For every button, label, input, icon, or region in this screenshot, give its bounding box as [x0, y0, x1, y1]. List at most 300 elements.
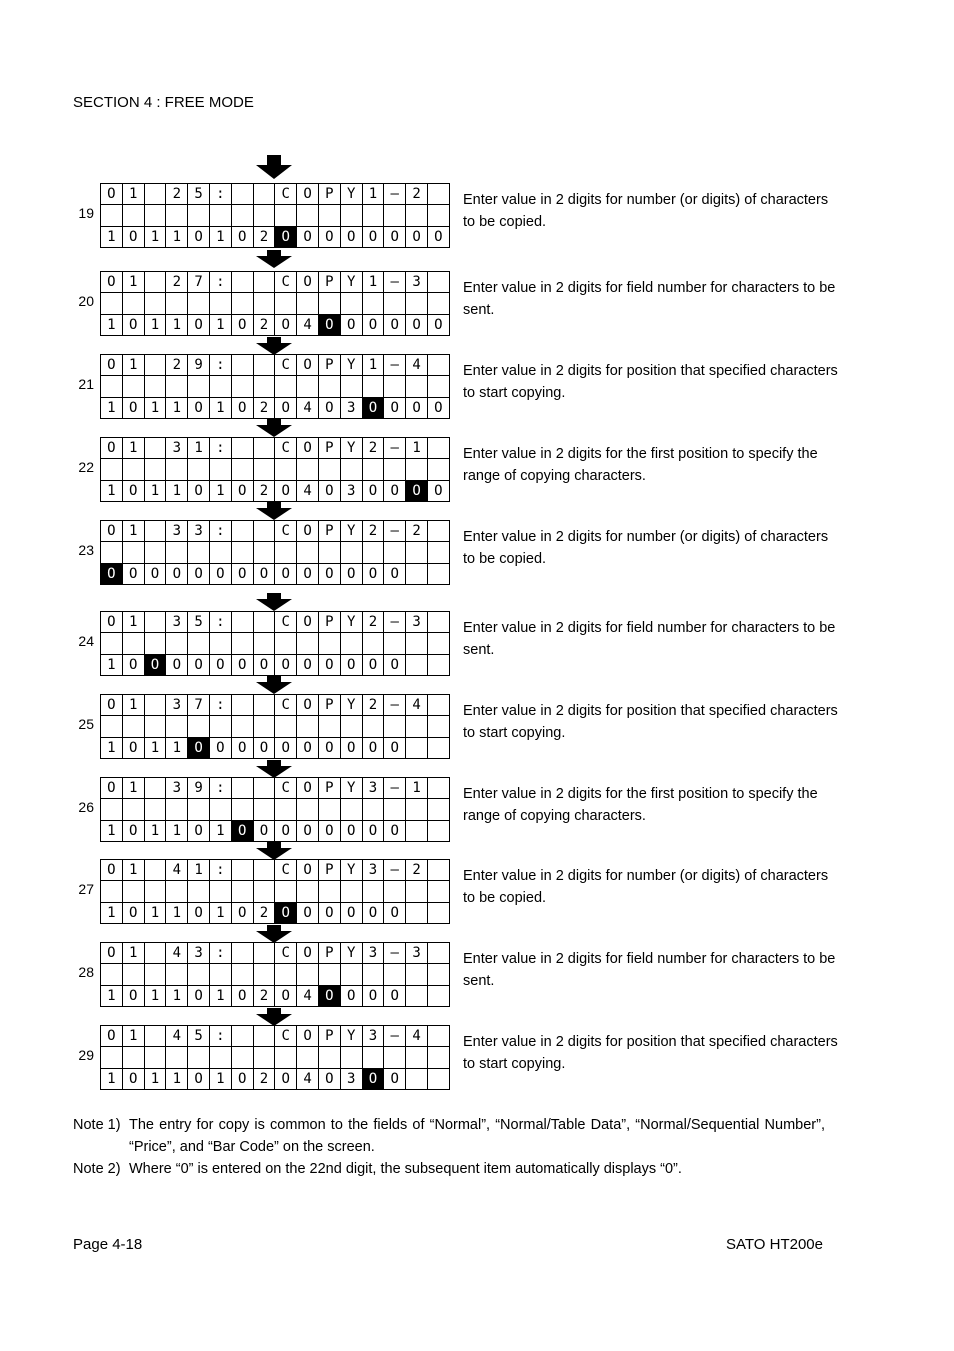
grid-cell: O [318, 820, 340, 841]
grid-cell: C [275, 184, 297, 205]
grid-cell: O [406, 480, 428, 501]
grid-cell: 1 [188, 438, 210, 459]
grid-cell [362, 205, 384, 226]
grid-cell: 4 [297, 314, 319, 335]
grid-cell [231, 205, 253, 226]
grid-cell [384, 964, 406, 985]
grid-cell [144, 860, 166, 881]
grid-cell [144, 293, 166, 314]
grid-cell: 1 [166, 902, 188, 923]
grid-cell [101, 799, 123, 820]
step-number: 25 [78, 716, 94, 732]
grid-cell: P [318, 612, 340, 633]
grid-cell [101, 1047, 123, 1068]
grid-row-header [101, 184, 450, 205]
grid-cell [231, 612, 253, 633]
grid-cell [427, 778, 449, 799]
grid-cell: 3 [166, 521, 188, 542]
step-number: 19 [78, 205, 94, 221]
grid-cell: O [188, 314, 210, 335]
step-description: Enter value in 2 digits for field number for characters to be sent. [463, 620, 836, 658]
grid-cell: O [231, 563, 253, 584]
grid-cell [144, 272, 166, 293]
grid-cell [188, 799, 210, 820]
grid-cell: 1 [101, 902, 123, 923]
grid-cell [340, 376, 362, 397]
grid-cell [101, 716, 123, 737]
grid-cell [406, 542, 428, 563]
grid-cell [231, 184, 253, 205]
grid-cell [166, 799, 188, 820]
grid-cell: — [384, 778, 406, 799]
grid-cell [144, 521, 166, 542]
grid-cell: O [384, 480, 406, 501]
grid-cell [122, 376, 144, 397]
grid-cell [406, 376, 428, 397]
grid-cell: O [122, 314, 144, 335]
grid-cell [275, 881, 297, 902]
down-arrow-icon [254, 842, 294, 860]
note-text: Where “0” is entered on the 22nd digit, the subsequent item automatically displays “0”. [129, 1161, 682, 1177]
grid-cell [101, 205, 123, 226]
grid-cell [384, 376, 406, 397]
grid-cell: : [209, 612, 231, 633]
grid-cell [406, 1047, 428, 1068]
grid-cell [340, 542, 362, 563]
grid-cell [253, 695, 275, 716]
grid-cell [275, 376, 297, 397]
grid-row-values [101, 902, 450, 923]
grid-cell: 1 [122, 184, 144, 205]
grid-cell: Y [340, 943, 362, 964]
grid-cell: 1 [101, 820, 123, 841]
grid-cell: O [297, 695, 319, 716]
display-grid [100, 183, 450, 248]
grid-cell: O [340, 226, 362, 247]
grid-cell: 2 [362, 695, 384, 716]
grid-cell: Y [340, 355, 362, 376]
grid-cell [340, 293, 362, 314]
grid-cell: 3 [166, 695, 188, 716]
grid-cell: 1 [188, 860, 210, 881]
grid-cell: P [318, 778, 340, 799]
grid-cell: P [318, 355, 340, 376]
grid-cell: 3 [362, 1026, 384, 1047]
grid-cell: — [384, 612, 406, 633]
grid-cell: 1 [144, 985, 166, 1006]
grid-cell: O [101, 521, 123, 542]
grid-cell: O [297, 860, 319, 881]
grid-cell [297, 799, 319, 820]
step-number: 23 [78, 542, 94, 558]
grid-cell [188, 205, 210, 226]
grid-cell: 3 [166, 778, 188, 799]
grid-cell [340, 633, 362, 654]
grid-cell [188, 633, 210, 654]
grid-cell [427, 964, 449, 985]
grid-cell: O [340, 563, 362, 584]
grid-cell [231, 272, 253, 293]
grid-cell [275, 799, 297, 820]
grid-cell: 1 [122, 272, 144, 293]
grid-cell: O [188, 985, 210, 1006]
grid-cell: 3 [188, 521, 210, 542]
grid-cell: O [166, 563, 188, 584]
grid-cell [427, 1068, 449, 1089]
grid-cell: 1 [144, 397, 166, 418]
grid-cell: 2 [362, 612, 384, 633]
step-27 [0, 859, 954, 925]
grid-cell [297, 459, 319, 480]
step-description: Enter value in 2 digits for number (or digits) of characters to be copied. [463, 192, 829, 230]
grid-cell: 3 [362, 860, 384, 881]
grid-cell [231, 964, 253, 985]
grid-cell [362, 633, 384, 654]
grid-cell: 1 [122, 1026, 144, 1047]
grid-cell: 2 [406, 521, 428, 542]
grid-cell: O [318, 563, 340, 584]
grid-cell [122, 964, 144, 985]
grid-cell [406, 985, 428, 1006]
grid-cell: 2 [362, 438, 384, 459]
grid-cell: O [275, 397, 297, 418]
grid-cell: : [209, 860, 231, 881]
grid-cell: 3 [340, 397, 362, 418]
notes [73, 1114, 825, 1180]
display-grid [100, 859, 450, 924]
grid-cell [384, 1047, 406, 1068]
grid-cell [340, 459, 362, 480]
grid-cell: 7 [188, 695, 210, 716]
grid-cell: O [384, 902, 406, 923]
grid-row-blank [101, 542, 450, 563]
grid-cell: 1 [122, 438, 144, 459]
grid-cell: O [122, 397, 144, 418]
grid-cell [188, 716, 210, 737]
grid-cell: 1 [166, 314, 188, 335]
grid-cell: O [144, 654, 166, 675]
grid-cell: 4 [297, 480, 319, 501]
grid-row-values [101, 397, 450, 418]
step-number: 21 [78, 376, 94, 392]
grid-cell [384, 205, 406, 226]
grid-cell [427, 438, 449, 459]
grid-cell [122, 633, 144, 654]
grid-cell [253, 355, 275, 376]
grid-cell: O [384, 654, 406, 675]
grid-cell: O [253, 737, 275, 758]
grid-cell [275, 542, 297, 563]
grid-cell: P [318, 860, 340, 881]
grid-cell [427, 612, 449, 633]
grid-cell [144, 943, 166, 964]
grid-cell [427, 376, 449, 397]
grid-cell: 3 [406, 612, 428, 633]
grid-cell: 1 [101, 654, 123, 675]
grid-row-values [101, 226, 450, 247]
grid-cell: O [384, 397, 406, 418]
down-arrow-icon [254, 155, 294, 179]
grid-cell: O [384, 314, 406, 335]
grid-cell [253, 205, 275, 226]
grid-cell: 1 [166, 985, 188, 1006]
grid-cell: — [384, 860, 406, 881]
grid-cell [362, 293, 384, 314]
grid-cell: O [427, 480, 449, 501]
step-29 [0, 1025, 954, 1091]
grid-row-header [101, 778, 450, 799]
grid-cell: O [122, 480, 144, 501]
grid-cell [318, 376, 340, 397]
grid-cell [384, 799, 406, 820]
grid-cell [275, 716, 297, 737]
grid-cell: 3 [166, 438, 188, 459]
grid-cell: O [101, 943, 123, 964]
grid-cell [406, 563, 428, 584]
grid-cell [362, 376, 384, 397]
grid-cell: O [384, 1068, 406, 1089]
step-21 [0, 354, 954, 420]
grid-cell: O [275, 226, 297, 247]
grid-cell [275, 459, 297, 480]
grid-cell [253, 542, 275, 563]
step-number: 22 [78, 459, 94, 475]
grid-cell [209, 542, 231, 563]
grid-cell: O [231, 902, 253, 923]
grid-cell [144, 205, 166, 226]
grid-cell [101, 964, 123, 985]
grid-cell [253, 964, 275, 985]
grid-row-blank [101, 205, 450, 226]
grid-cell: — [384, 521, 406, 542]
grid-cell [362, 459, 384, 480]
grid-cell [209, 205, 231, 226]
grid-cell: O [362, 654, 384, 675]
grid-cell [144, 612, 166, 633]
grid-cell [427, 459, 449, 480]
grid-cell: O [297, 1026, 319, 1047]
grid-cell: O [362, 985, 384, 1006]
grid-row-blank [101, 633, 450, 654]
grid-cell: C [275, 612, 297, 633]
grid-cell: O [362, 314, 384, 335]
grid-cell [122, 1047, 144, 1068]
grid-cell: O [144, 563, 166, 584]
grid-cell [209, 1047, 231, 1068]
grid-cell [209, 964, 231, 985]
grid-cell: O [122, 563, 144, 584]
grid-cell [166, 633, 188, 654]
grid-cell: 1 [209, 1068, 231, 1089]
step-number: 27 [78, 881, 94, 897]
grid-row-header [101, 695, 450, 716]
grid-cell: P [318, 184, 340, 205]
grid-cell: 1 [209, 985, 231, 1006]
grid-cell [406, 293, 428, 314]
grid-cell [253, 376, 275, 397]
step-23 [0, 520, 954, 586]
grid-cell [253, 778, 275, 799]
grid-cell: 1 [166, 397, 188, 418]
grid-cell [406, 654, 428, 675]
grid-cell [253, 612, 275, 633]
grid-cell [166, 1047, 188, 1068]
grid-cell: P [318, 695, 340, 716]
grid-cell: C [275, 355, 297, 376]
down-arrow-icon [254, 337, 294, 355]
grid-cell: O [101, 563, 123, 584]
down-arrow-icon [254, 925, 294, 943]
grid-row-header [101, 612, 450, 633]
grid-cell: O [231, 654, 253, 675]
grid-cell: 1 [362, 184, 384, 205]
grid-row-values [101, 820, 450, 841]
grid-cell [318, 716, 340, 737]
grid-cell: 2 [166, 184, 188, 205]
grid-cell: O [275, 737, 297, 758]
grid-cell: O [231, 737, 253, 758]
grid-cell [427, 205, 449, 226]
grid-cell: 1 [144, 902, 166, 923]
grid-row-blank [101, 1047, 450, 1068]
grid-cell: O [122, 226, 144, 247]
grid-cell: 2 [253, 1068, 275, 1089]
step-number: 24 [78, 633, 94, 649]
note-2 [73, 1158, 825, 1180]
grid-cell [427, 293, 449, 314]
grid-cell: O [297, 184, 319, 205]
grid-cell: Y [340, 184, 362, 205]
grid-cell: Y [340, 695, 362, 716]
grid-cell: O [231, 985, 253, 1006]
grid-cell [427, 860, 449, 881]
display-grid [100, 611, 450, 676]
grid-cell [427, 633, 449, 654]
display-grid [100, 354, 450, 419]
grid-cell [231, 376, 253, 397]
grid-row-values [101, 737, 450, 758]
grid-cell: — [384, 355, 406, 376]
grid-cell: O [362, 397, 384, 418]
grid-cell [406, 902, 428, 923]
grid-cell [275, 205, 297, 226]
grid-cell: 1 [101, 1068, 123, 1089]
grid-cell: 4 [406, 355, 428, 376]
grid-cell [144, 633, 166, 654]
grid-cell [406, 881, 428, 902]
grid-cell: 5 [188, 1026, 210, 1047]
grid-cell: O [340, 985, 362, 1006]
grid-cell [406, 737, 428, 758]
grid-cell [231, 695, 253, 716]
grid-cell: 2 [253, 314, 275, 335]
grid-cell: 3 [406, 272, 428, 293]
grid-cell [275, 1047, 297, 1068]
grid-cell [144, 799, 166, 820]
grid-cell: O [318, 397, 340, 418]
grid-cell [427, 521, 449, 542]
grid-row-header [101, 860, 450, 881]
grid-cell [231, 633, 253, 654]
grid-cell: 1 [144, 314, 166, 335]
grid-cell [318, 459, 340, 480]
grid-cell: — [384, 438, 406, 459]
grid-cell: P [318, 521, 340, 542]
grid-cell [188, 1047, 210, 1068]
grid-cell: 4 [297, 1068, 319, 1089]
grid-cell: O [275, 820, 297, 841]
grid-cell: 2 [253, 226, 275, 247]
grid-cell: O [362, 226, 384, 247]
grid-cell: O [275, 902, 297, 923]
grid-cell: O [188, 654, 210, 675]
grid-cell: 4 [297, 985, 319, 1006]
grid-cell [253, 184, 275, 205]
grid-cell [231, 438, 253, 459]
grid-cell: O [318, 737, 340, 758]
grid-cell: 1 [209, 397, 231, 418]
grid-cell [362, 542, 384, 563]
grid-cell: O [362, 563, 384, 584]
grid-cell: Y [340, 1026, 362, 1047]
grid-cell: O [231, 397, 253, 418]
grid-cell: — [384, 695, 406, 716]
down-arrow-icon [254, 502, 294, 520]
grid-cell: 1 [101, 314, 123, 335]
grid-cell: O [122, 985, 144, 1006]
step-19 [0, 183, 954, 249]
grid-cell [427, 542, 449, 563]
grid-cell: 1 [209, 480, 231, 501]
grid-cell: 1 [122, 521, 144, 542]
grid-cell: O [362, 902, 384, 923]
grid-cell [101, 542, 123, 563]
grid-cell [340, 205, 362, 226]
grid-cell: 1 [362, 355, 384, 376]
grid-cell: C [275, 778, 297, 799]
grid-cell: 1 [122, 860, 144, 881]
grid-cell: O [297, 521, 319, 542]
grid-cell: — [384, 184, 406, 205]
step-25 [0, 694, 954, 760]
grid-cell [209, 881, 231, 902]
grid-cell [427, 737, 449, 758]
grid-cell [384, 542, 406, 563]
grid-cell [231, 799, 253, 820]
grid-cell: : [209, 778, 231, 799]
step-description: Enter value in 2 digits for position that specified characters to start copying. [463, 363, 838, 401]
step-20 [0, 271, 954, 337]
down-arrow-icon [254, 760, 294, 778]
grid-cell: C [275, 860, 297, 881]
grid-cell: 1 [166, 226, 188, 247]
grid-cell: 1 [101, 737, 123, 758]
grid-cell [144, 695, 166, 716]
grid-cell [253, 943, 275, 964]
down-arrow-icon [254, 250, 294, 268]
step-number: 29 [78, 1047, 94, 1063]
grid-row-blank [101, 459, 450, 480]
grid-cell: O [101, 612, 123, 633]
grid-cell [101, 881, 123, 902]
grid-cell [101, 376, 123, 397]
grid-cell [340, 964, 362, 985]
grid-cell: O [427, 226, 449, 247]
grid-cell: 1 [122, 695, 144, 716]
grid-cell [427, 184, 449, 205]
display-grid [100, 520, 450, 585]
page-number: Page 4-18 [73, 1236, 143, 1253]
